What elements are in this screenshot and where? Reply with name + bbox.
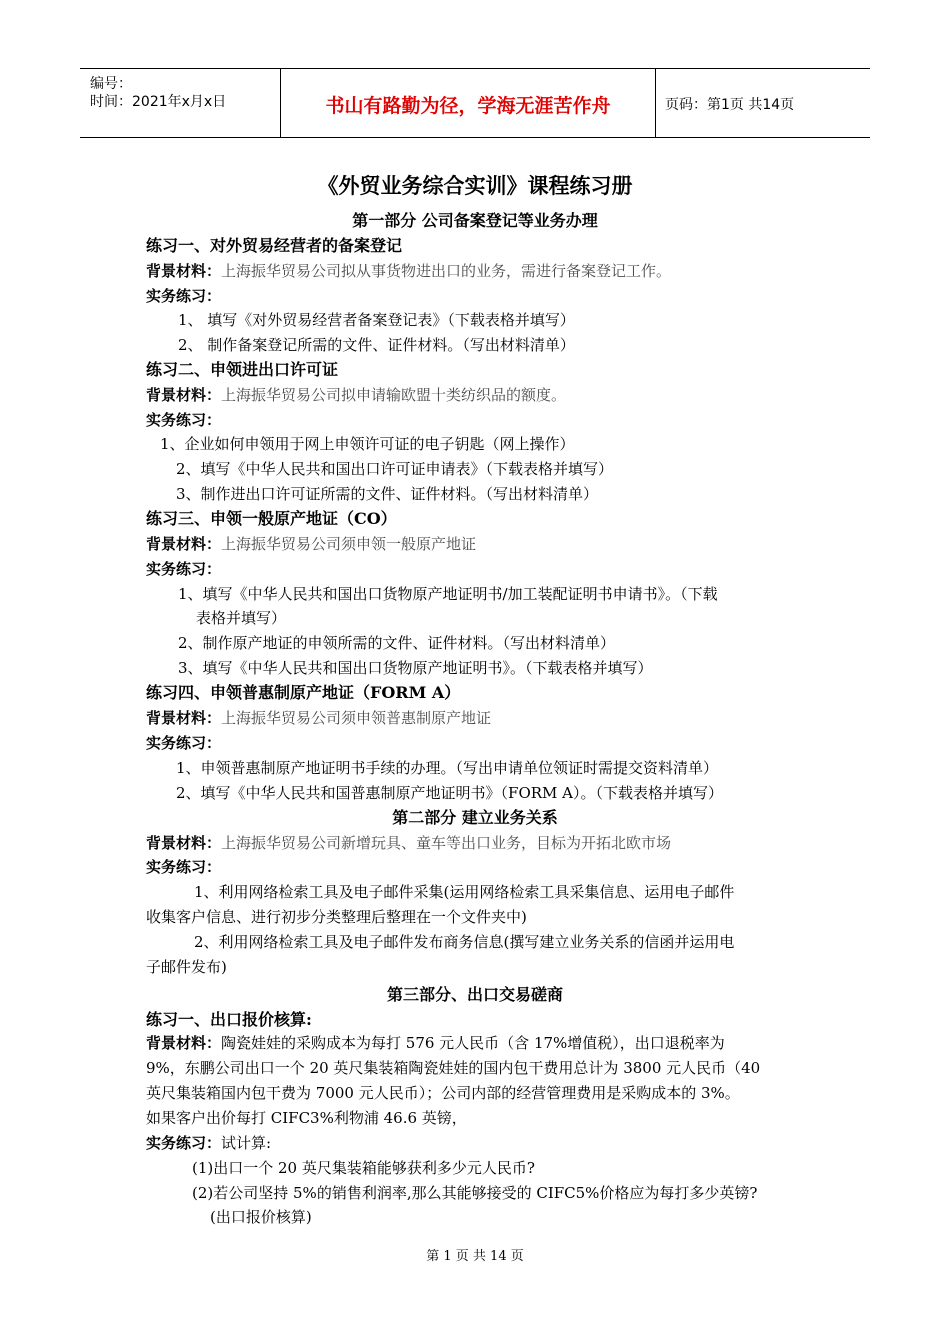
list-item-continuation: 表格并填写）: [196, 609, 287, 627]
task-text: 试计算:: [221, 1134, 272, 1152]
part3-task: [146, 1133, 271, 1153]
task-label: 实务练习：: [146, 1134, 222, 1152]
list-item: 2、填写《中华人民共和国普惠制原产地证明书》（FORM A）。（下载表格并填写）: [176, 784, 724, 802]
part1-ex3-background: [146, 534, 476, 554]
bg-text-line: 英尺集装箱国内包干费为 7000 元人民币）；公司内部的经营管理费用是采购成本的 3%。: [146, 1084, 740, 1102]
header-left-cell: [80, 69, 280, 137]
part1-ex4-background: [146, 708, 491, 728]
list-item: 1、申领普惠制原产地证明书手续的办理。（写出申请单位领证时需提交资料清单）: [176, 759, 719, 777]
bg-label: 背景材料：: [146, 1034, 222, 1052]
part1-ex2-title: 练习二、申领进出口许可证: [146, 360, 339, 379]
part1-ex3-task-label: 实务练习：: [146, 560, 222, 578]
motto: 书山有路勤为径，学海无涯苦作舟: [325, 95, 611, 117]
bg-label: 背景材料：: [146, 262, 222, 280]
part2-background: [146, 833, 671, 853]
list-item: 1、企业如何申领用于网上申领许可证的电子钥匙（网上操作）: [160, 435, 575, 453]
list-item: 2、制作原产地证的申领所需的文件、证件材料。（写出材料清单）: [178, 634, 616, 652]
question-item: (2)若公司坚持 5%的销售利润率,那么其能够接受的 CIFC5%价格应为每打多少英镑?: [192, 1184, 758, 1202]
part1-ex3-title: 练习三、申领一般原产地证（CO）: [146, 509, 397, 528]
part1-ex1-title: 练习一、对外贸易经营者的备案登记: [146, 236, 403, 255]
bg-label: 背景材料：: [146, 709, 222, 727]
bg-text-line: 如果客户出价每打 CIFC3%利物浦 46.6 英镑，: [146, 1109, 467, 1127]
part1-heading: 第一部分 公司备案登记等业务办理: [352, 211, 598, 230]
part1-ex2-task-label: 实务练习：: [146, 411, 222, 429]
list-item: 2、 制作备案登记所需的文件、证件材料。（写出材料清单）: [178, 336, 575, 354]
page-header: [80, 68, 870, 138]
bg-text-line: 9%，东鹏公司出口一个 20 英尺集装箱陶瓷娃娃的国内包干费用总计为 3800 元人民币（40: [146, 1059, 761, 1077]
bg-text: 上海振华贸易公司须申领一般原产地证: [221, 535, 477, 553]
bg-label: 背景材料：: [146, 535, 222, 553]
bg-text: 上海振华贸易公司拟申请输欧盟十类纺织品的额度。: [221, 386, 567, 404]
question-item-continuation: (出口报价核算): [210, 1208, 312, 1226]
list-item: 1、填写《中华人民共和国出口货物原产地证明书/加工装配证明书申请书》。（下载: [178, 585, 718, 603]
question-item: (1)出口一个 20 英尺集装箱能够获利多少元人民币?: [192, 1159, 535, 1177]
document-title: 《外贸业务综合实训》课程练习册: [317, 174, 633, 198]
bg-text: 上海振华贸易公司拟从事货物进出口的业务，需进行备案登记工作。: [221, 262, 672, 280]
list-item-continuation: 收集客户信息、进行初步分类整理后整理在一个文件夹中): [146, 908, 527, 926]
list-item: 3、制作进出口许可证所需的文件、证件材料。（写出材料清单）: [176, 485, 599, 503]
part1-ex2-background: [146, 385, 566, 405]
part1-ex1-task-label: 实务练习：: [146, 287, 222, 305]
header-page-cell: [655, 69, 870, 137]
time-label: 时间：2021年x月x日: [90, 94, 227, 110]
list-item-continuation: 子邮件发布): [146, 958, 227, 976]
list-item: 2、利用网络检索工具及电子邮件发布商务信息(撰写建立业务关系的信函并运用电: [194, 933, 735, 951]
part1-ex4-task-label: 实务练习：: [146, 734, 222, 752]
number-label: 编号：: [90, 76, 132, 92]
part2-heading: 第二部分 建立业务关系: [392, 808, 558, 827]
part1-ex1-background: [146, 261, 671, 281]
part2-task-label: 实务练习：: [146, 858, 222, 876]
list-item: 2、填写《中华人民共和国出口许可证申请表》（下载表格并填写）: [176, 460, 614, 478]
bg-text: 上海振华贸易公司须申领普惠制原产地证: [221, 709, 492, 727]
part3-heading: 第三部分、出口交易磋商: [386, 985, 563, 1004]
page-footer: 第 1 页 共 14 页: [426, 1249, 524, 1264]
header-motto-cell: [280, 69, 656, 137]
part1-ex4-title: 练习四、申领普惠制原产地证（FORM A）: [146, 683, 461, 702]
bg-text: 陶瓷娃娃的采购成本为每打 576 元人民币（含 17%增值税），出口退税率为: [221, 1034, 725, 1052]
part3-background: [146, 1033, 725, 1053]
bg-label: 背景材料：: [146, 386, 222, 404]
list-item: 1、 填写《对外贸易经营者备案登记表》（下载表格并填写）: [178, 311, 575, 329]
page-info: 页码：第1页 共14页: [665, 97, 795, 113]
bg-label: 背景材料：: [146, 834, 222, 852]
list-item: 1、利用网络检索工具及电子邮件采集(运用网络检索工具采集信息、运用电子邮件: [194, 883, 735, 901]
part3-ex1-title: 练习一、出口报价核算:: [146, 1010, 312, 1029]
list-item: 3、填写《中华人民共和国出口货物原产地证明书》。（下载表格并填写）: [178, 659, 653, 677]
bg-text: 上海振华贸易公司新增玩具、童车等出口业务，目标为开拓北欧市场: [221, 834, 672, 852]
